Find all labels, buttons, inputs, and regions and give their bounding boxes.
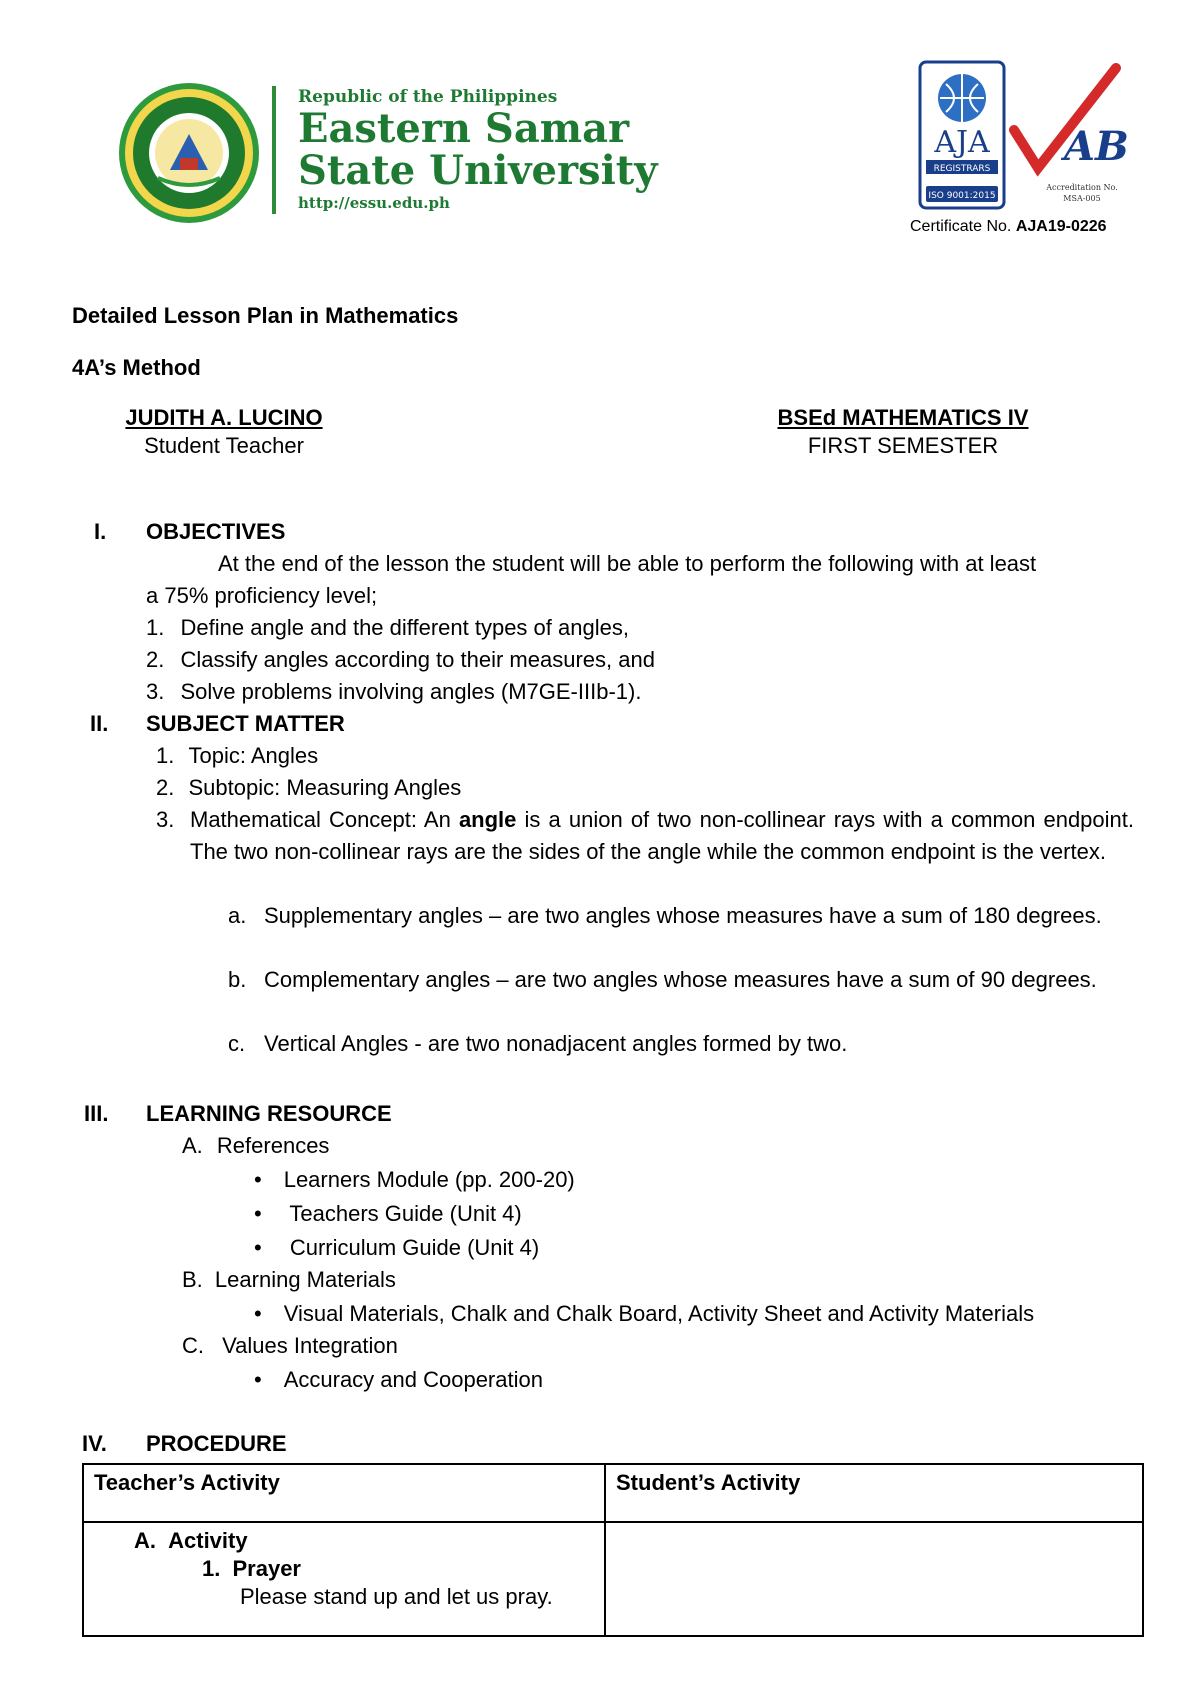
sub-item-text: Complementary angles – are two angles whose measures have a sum of 90 degrees.	[264, 967, 1097, 992]
sub-item-letter: b.	[228, 967, 247, 992]
brand-divider	[272, 86, 276, 214]
table-header-row	[83, 1464, 1143, 1522]
svg-text:AJA: AJA	[934, 125, 990, 160]
concept-post: is a union of two non-collinear rays with a common endpoint. The two non-collinear rays are the sides of the angle while the common endpoint is the vertex.	[190, 807, 1134, 864]
group-letter: C.	[182, 1333, 204, 1358]
objectives-intro-line1: At the end of the lesson the student will be able to perform the following with at least	[218, 551, 1037, 576]
item-number: 1.	[156, 743, 175, 768]
procedure-table	[82, 1463, 1144, 1637]
list-item	[254, 1164, 575, 1196]
list-item	[146, 644, 655, 676]
prayer-number: 1.	[202, 1556, 221, 1581]
item-text: Accuracy and Cooperation	[283, 1367, 543, 1392]
list-item	[254, 1364, 543, 1396]
bullet-icon: •	[254, 1301, 262, 1326]
list-item	[254, 1232, 539, 1264]
certificate-value: AJA19-0226	[1015, 218, 1107, 235]
item-text: Topic: Angles	[188, 743, 319, 768]
university-url: http://essu.edu.ph	[298, 194, 450, 212]
list-item	[254, 1198, 522, 1230]
aja-registrars-logo	[918, 60, 1006, 210]
objectives-heading: OBJECTIVES	[146, 519, 286, 544]
prayer-heading	[94, 1555, 594, 1583]
university-wordmark	[298, 86, 658, 214]
col-student-header: Student’s Activity	[605, 1464, 1143, 1522]
svg-text:MSA-005: MSA-005	[1063, 194, 1101, 203]
list-item	[146, 612, 629, 644]
item-text: Define angle and the different types of angles,	[180, 615, 629, 640]
university-name-line2: State University	[298, 147, 658, 194]
list-item	[146, 676, 641, 708]
resource-group	[182, 1330, 398, 1362]
section-numeral: IV.	[82, 1431, 107, 1456]
item-number: 2.	[156, 775, 175, 800]
item-text: Solve problems involving angles (M7GE-IIIb-1).	[180, 679, 642, 704]
concept-term: angle	[458, 807, 517, 832]
col-teacher-header: Teacher’s Activity	[83, 1464, 605, 1522]
student-activity-cell	[605, 1522, 1143, 1636]
procedure-heading: PROCEDURE	[146, 1431, 287, 1456]
table-row	[83, 1522, 1143, 1636]
university-name-line1: Eastern Samar	[298, 105, 630, 152]
sub-item-letter: c.	[228, 1031, 246, 1056]
resources-heading: LEARNING RESOURCE	[146, 1101, 392, 1126]
item-text: Curriculum Guide (Unit 4)	[283, 1235, 540, 1260]
teacher-activity-cell	[83, 1522, 605, 1636]
sub-item-text: Supplementary angles – are two angles whose measures have a sum of 180 degrees.	[264, 903, 1102, 928]
bullet-icon: •	[254, 1235, 262, 1260]
list-item	[156, 772, 461, 804]
section-numeral: III.	[84, 1101, 109, 1126]
item-text: Teachers Guide (Unit 4)	[283, 1201, 522, 1226]
svg-text:AB: AB	[1064, 123, 1129, 170]
teacher-name: JUDITH A. LUCINO	[125, 405, 323, 430]
method-label: 4A’s Method	[72, 355, 201, 380]
item-number: 2.	[146, 647, 165, 672]
document-title: Detailed Lesson Plan in Mathematics	[72, 303, 459, 328]
certificate-number	[910, 218, 1107, 236]
objectives-intro-line2: a 75% proficiency level;	[146, 583, 378, 608]
svg-text:Accreditation No.: Accreditation No.	[1046, 183, 1118, 192]
svg-text:REGISTRARS: REGISTRARS	[933, 164, 991, 174]
svg-text:ISO 9001:2015: ISO 9001:2015	[928, 191, 996, 201]
group-letter: A.	[182, 1133, 203, 1158]
item-text: Learners Module (pp. 200-20)	[283, 1167, 575, 1192]
semester-label: FIRST SEMESTER	[807, 433, 999, 458]
group-letter: B.	[182, 1267, 203, 1292]
concept-number: 3.	[156, 807, 175, 832]
prayer-label: Prayer	[232, 1556, 301, 1581]
resource-group	[182, 1264, 396, 1296]
sub-item-letter: a.	[228, 903, 247, 928]
activity-letter: A.	[134, 1528, 156, 1553]
item-text: Classify angles according to their measures, and	[180, 647, 655, 672]
sub-item-text: Vertical Angles - are two nonadjacent angles formed by two.	[264, 1031, 848, 1056]
course-label: BSEd MATHEMATICS IV	[777, 405, 1029, 430]
section-numeral: II.	[90, 711, 109, 736]
group-label: Learning Materials	[214, 1267, 396, 1292]
group-label: Values Integration	[222, 1333, 398, 1358]
concept-pre: Mathematical Concept: An	[190, 807, 459, 832]
subject-heading: SUBJECT MATTER	[146, 711, 345, 736]
bullet-icon: •	[254, 1167, 262, 1192]
list-item	[254, 1298, 1034, 1330]
certificate-label: Certificate No.	[910, 218, 1016, 235]
item-text: Visual Materials, Chalk and Chalk Board, Activity Sheet and Activity Materials	[283, 1301, 1035, 1326]
group-label: References	[216, 1133, 330, 1158]
activity-label: Activity	[168, 1528, 248, 1553]
resource-group	[182, 1130, 329, 1162]
university-seal-logo	[118, 82, 260, 224]
bullet-icon: •	[254, 1201, 262, 1226]
item-text: Subtopic: Measuring Angles	[188, 775, 462, 800]
activity-heading	[94, 1527, 594, 1555]
teacher-role: Student Teacher	[144, 433, 304, 458]
republic-text: Republic of the Philippines	[298, 87, 558, 107]
list-item	[156, 740, 318, 772]
section-numeral: I.	[94, 519, 107, 544]
concept-paragraph	[190, 804, 1134, 868]
bullet-icon: •	[254, 1367, 262, 1392]
prayer-text: Please stand up and let us pray.	[240, 1584, 553, 1609]
jab-accreditation-logo	[1008, 60, 1130, 210]
item-number: 3.	[146, 679, 165, 704]
item-number: 1.	[146, 615, 165, 640]
